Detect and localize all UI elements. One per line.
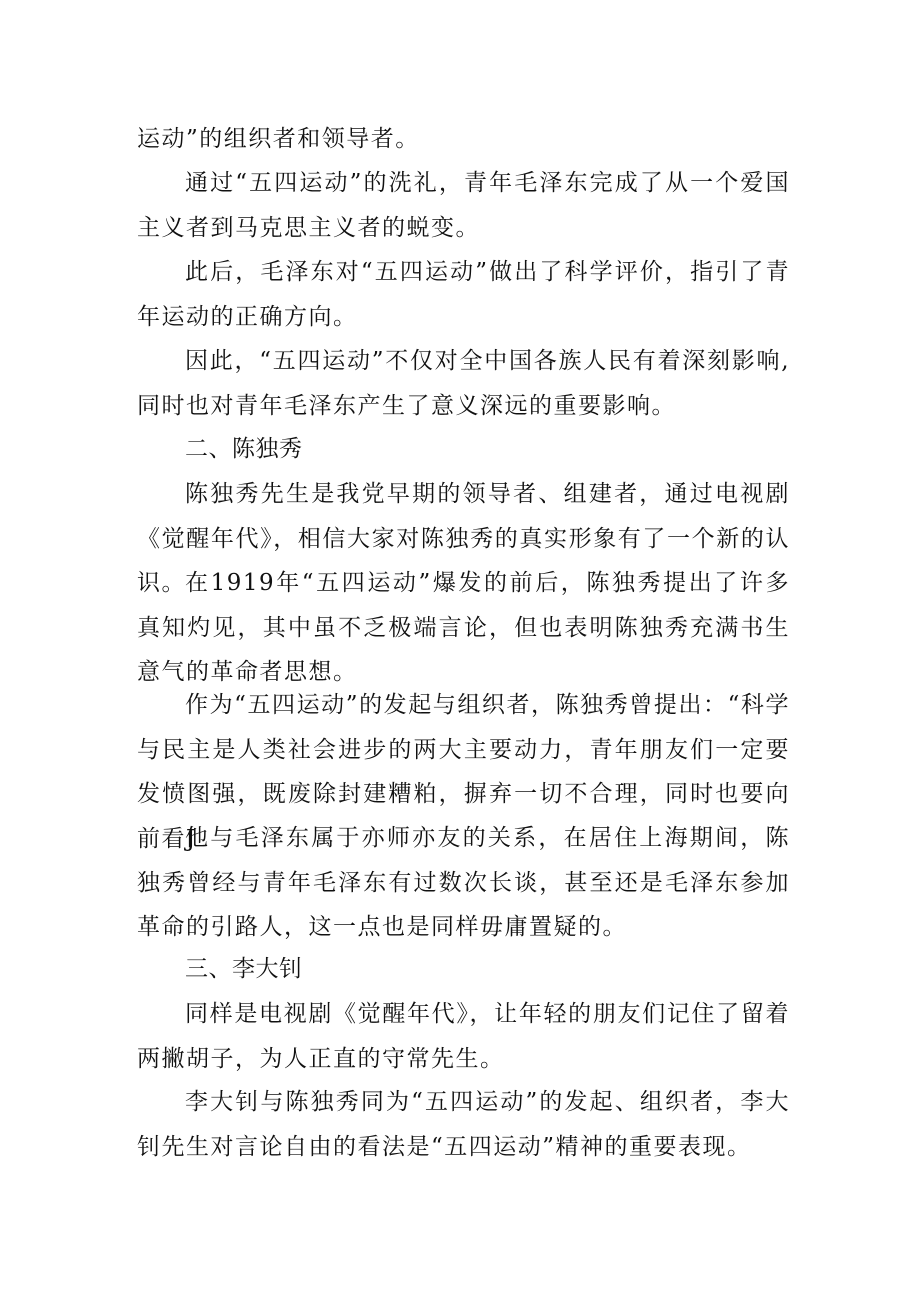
paragraph: 他与毛泽东属于亦师亦友的关系，在居住上海期间，陈独秀曾经与青年毛泽东有过数次长谈，甚至还是毛泽东参加革命的引路人，这一点也是同样毋庸置疑的。 bbox=[137, 825, 790, 940]
paragraph: 通过“五四运动”的洗礼，青年毛泽东完成了从一个爱国主义者到马克思主义者的蜕变。 bbox=[137, 170, 790, 241]
section-heading-chen-duxiu: 二、陈独秀 bbox=[185, 436, 303, 462]
paragraph: 陈独秀先生是我党早期的领导者、组建者，通过电视剧《觉醒年代》，相信大家对陈独秀的真实形象有了一个新的认识。 bbox=[137, 481, 790, 596]
paragraph: 在1919年“五四运动”爆发的前后，陈独秀提出了许多真知灼见，其中虽不乏极端言论，但也表明陈独秀充满书生意气的革命者思想。 bbox=[137, 570, 790, 685]
paragraph: 李大钊与陈独秀同为“五四运动”的发起、组织者，李大钊先生对言论自由的看法是“五四运动”精神的重要表现。 bbox=[137, 1089, 790, 1160]
paragraph-continuation: 运动”的组织者和领导者。 bbox=[137, 126, 420, 152]
paragraph: 作为“五四运动”的发起与组织者，陈独秀曾提出：“科学与民主是人类社会进步的两大主要动力，青年朋友们一定要发愤图强，既废除封建糟粕，摒弃一切不合理，同时也要向前看J bbox=[137, 692, 790, 852]
section-heading-li-dazhao: 三、李大钊 bbox=[185, 956, 303, 982]
paragraph: 同样是电视剧《觉醒年代》，让年轻的朋友们记住了留着两撇胡子，为人正直的守常先生。 bbox=[137, 1001, 790, 1072]
paragraph: 此后，毛泽东对“五四运动”做出了科学评价，指引了青年运动的正确方向。 bbox=[137, 259, 790, 330]
paragraph: 因此，“五四运动”不仅对全中国各族人民有着深刻影响,同时也对青年毛泽东产生了意义深远的重要影响。 bbox=[137, 348, 790, 419]
